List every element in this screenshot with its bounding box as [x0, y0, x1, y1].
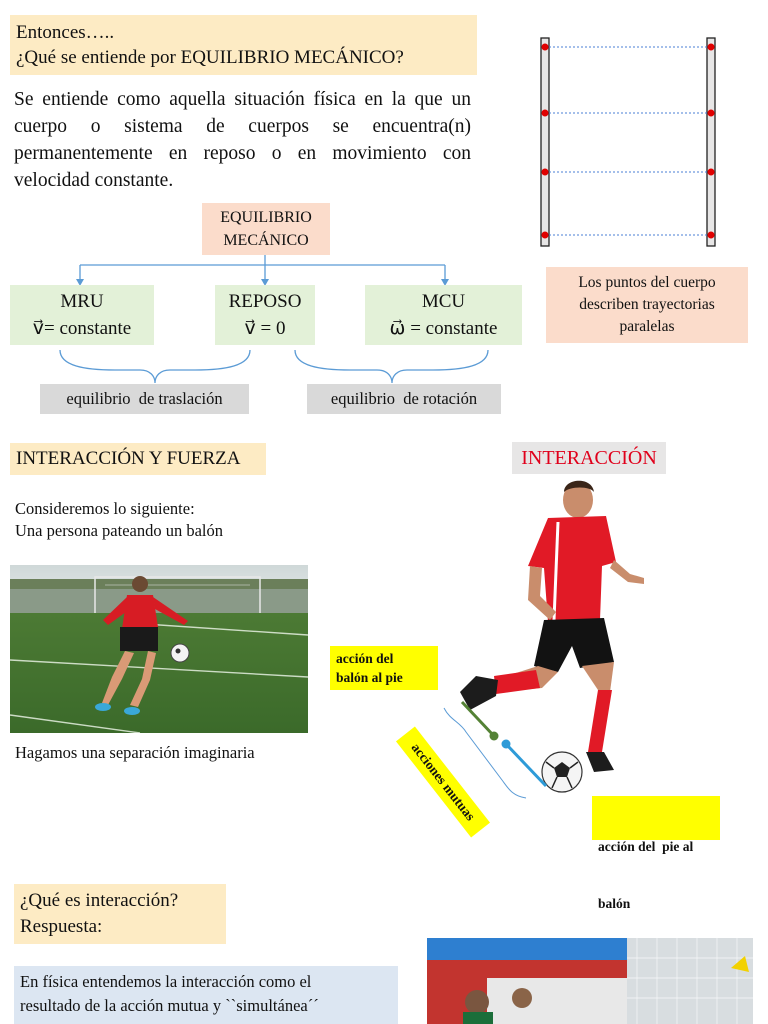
action-ball-line1: acción del: [336, 651, 394, 666]
interaccion-title: INTERACCIÓN: [512, 442, 666, 474]
parallel-trajectories-figure: [530, 30, 730, 255]
ball: [171, 644, 189, 662]
answer-line2: resultado de la acción mutua y ``simultánea´´: [20, 996, 319, 1015]
separation-text: Hagamos una separación imaginaria: [15, 743, 255, 762]
answer-box: [14, 966, 398, 1024]
diagram-connector-arrows: [70, 255, 460, 287]
intro-heading-line1: Entonces…..: [16, 22, 115, 43]
interaction-figure: [430, 470, 660, 800]
reposo-title: REPOSO: [228, 291, 302, 312]
consider-line2: Una persona pateando un balón: [15, 521, 224, 540]
action-foot-line1: acción del pie al: [598, 839, 694, 854]
left-bar: [541, 38, 549, 246]
player-shorts: [120, 627, 158, 651]
question-box: [14, 884, 226, 944]
consider-line1: Consideremos lo siguiente:: [15, 499, 195, 518]
mru-box: [10, 285, 154, 345]
right-bar: [707, 38, 715, 246]
intro-heading-line2: ¿Qué se entiende por EQUILIBRIO MECÁNICO?: [16, 47, 404, 68]
diagram-braces: [55, 348, 505, 388]
parallel-note-line2: describen trayectorias: [579, 296, 715, 313]
mcu-formula: ω⃗ = constante: [389, 318, 498, 339]
mru-formula: v⃗= constante: [32, 318, 132, 339]
action-foot-line2: balón: [598, 896, 631, 911]
consider-text: [15, 498, 223, 542]
trajectory-lines: [545, 47, 711, 235]
action-foot-to-ball-arrow: [506, 744, 546, 786]
action-foot-to-ball-label: [592, 796, 720, 911]
rotacion-label-box: equilibrio de rotación: [307, 384, 501, 414]
action-ball-to-foot-label: [330, 646, 438, 690]
mru-title: MRU: [60, 291, 104, 312]
diagram-root-line1: EQUILIBRIO: [220, 209, 312, 226]
kick-photo: [10, 565, 308, 733]
parallel-note-line1: Los puntos del cuerpo: [578, 274, 716, 291]
player-head: [132, 576, 148, 592]
trajectory-points: [542, 44, 715, 239]
parallel-note-line3: paralelas: [619, 318, 675, 335]
mcu-title: MCU: [421, 291, 466, 312]
traslacion-label-box: equilibrio de traslación: [40, 384, 249, 414]
question-line2: Respuesta:: [20, 916, 103, 937]
diagram-root-line2: MECÁNICO: [223, 232, 309, 249]
interaccion-fuerza-heading: INTERACCIÓN Y FUERZA: [10, 443, 266, 475]
parallel-note-box: [546, 267, 748, 343]
reposo-box: [215, 285, 315, 345]
answer-line1: En física entendemos la interacción como el: [20, 972, 312, 991]
intro-heading-box: [10, 15, 477, 75]
reposo-formula: v⃗ = 0: [244, 318, 286, 339]
mutual-actions-label: acciones mutuas: [396, 727, 490, 838]
stadium-photo: [427, 938, 753, 1024]
diagram-root-box: [202, 203, 330, 255]
action-ball-to-foot-arrow: [462, 702, 494, 736]
action-ball-line2: balón al pie: [336, 670, 403, 685]
mcu-box: [365, 285, 522, 345]
question-line1: ¿Qué es interacción?: [20, 890, 179, 911]
definition-paragraph: Se entiende como aquella situación física en la que un cuerpo o sistema de cuerpos se encuentra(n) permanentemente en reposo o en movimiento con velocidad constante.: [14, 89, 471, 191]
